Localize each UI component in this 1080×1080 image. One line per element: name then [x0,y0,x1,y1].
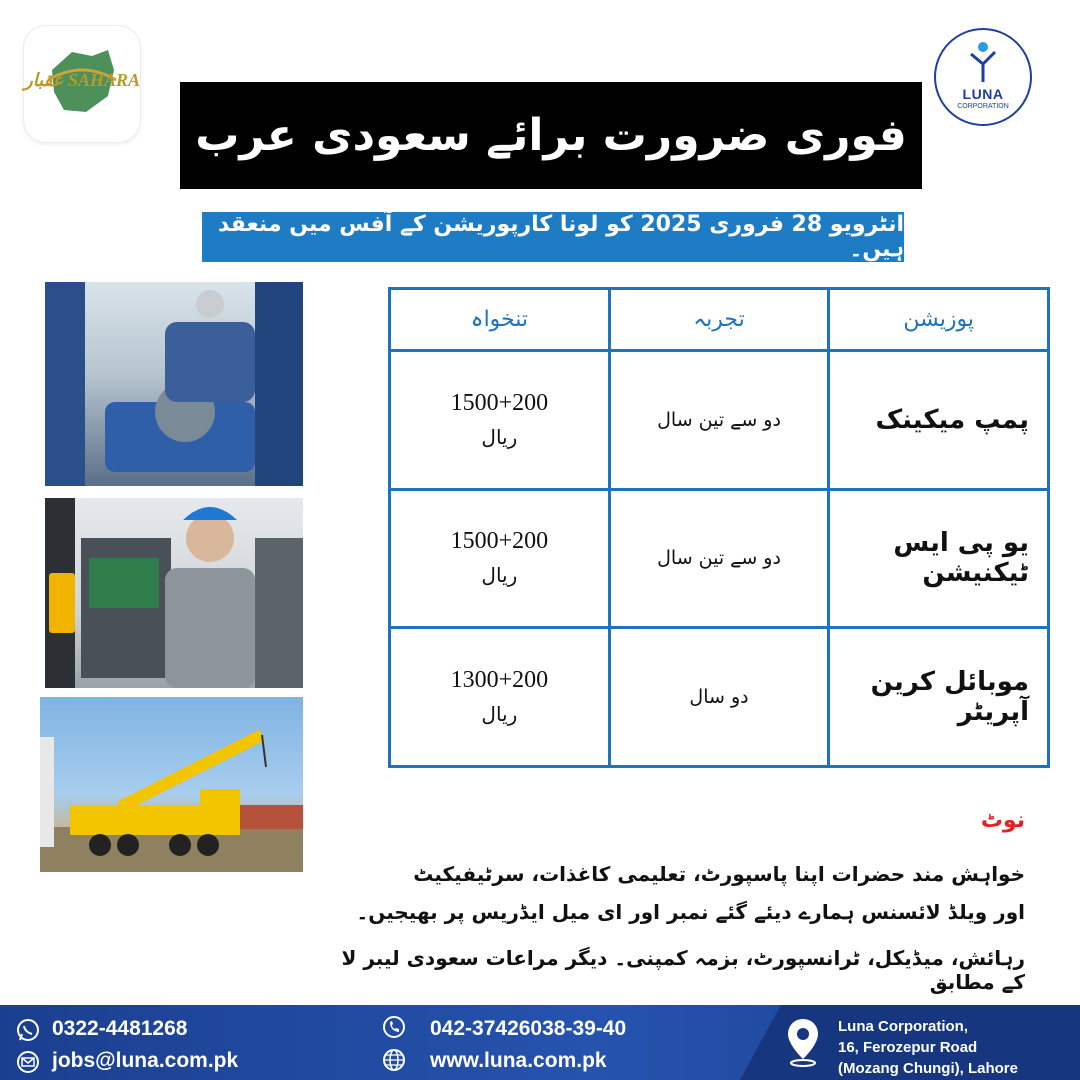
header-salary: تنخواہ [390,289,610,351]
note-line: اور ویلڈ لائسنس ہمارے دیئے گئے نمبر اور ای میل ایڈریس پر بھیجیں۔ [356,900,1025,924]
table-row [390,489,1049,628]
footer [0,1005,1080,1080]
note-title: نوٹ [980,808,1025,833]
sahara-logo [24,26,140,142]
luna-logo-sub: CORPORATION [957,103,1009,110]
experience-cell: دو سے تین سال [609,351,829,490]
salary-amount: 1500+200 [450,389,549,416]
note-line: رہائش، میڈیکل، ٹرانسپورٹ، بزمہ کمپنی۔ دیگر مراعات سعودی لیبر لا کے مطابق [341,946,1025,994]
header-experience: تجربہ [609,289,829,351]
note-line: خواہش مند حضرات اپنا پاسپورٹ، تعلیمی کاغذات، سرٹیفیکیٹ [413,862,1025,886]
luna-logo-name: LUNA [962,86,1004,102]
salary-currency: ریال [481,424,518,449]
globe-icon [382,1048,406,1072]
sahara-logo-text: عقبار SAHARA [24,70,141,90]
person-icon [969,40,997,84]
phone-link[interactable]: 0322-4481268 [52,1017,188,1040]
position-cell: یو پی ایس ٹیکنیشن [829,489,1049,628]
address-line: (Mozang Chungi), Lahore [838,1060,1018,1077]
salary-cell [390,351,610,490]
salary-cell [390,628,610,767]
salary-cell [390,489,610,628]
table-row [390,628,1049,767]
location-pin-icon [786,1017,820,1067]
table-header-row [390,289,1049,351]
address-line: 16, Ferozepur Road [838,1039,978,1056]
ups-technician-photo [45,498,303,688]
header-position: پوزیشن [829,289,1049,351]
salary-amount: 1500+200 [450,528,549,555]
experience-cell: دو سے تین سال [609,489,829,628]
website-link[interactable]: www.luna.com.pk [430,1049,607,1072]
whatsapp-icon [16,1018,40,1042]
experience-cell: دو سال [609,628,829,767]
interview-banner: انٹرویو 28 فروری 2025 کو لونا کارپوریشن کے آفس میں منعقد ہیں۔ [202,212,904,262]
email-icon [16,1050,40,1074]
luna-logo [934,28,1032,126]
phone-icon [382,1015,406,1039]
page-title: فوری ضرورت برائے سعودی عرب [180,82,922,189]
salary-currency: ریال [481,563,518,588]
position-cell: پمپ میکینک [829,351,1049,490]
position-cell: موبائل کرین آپریٹر [829,628,1049,767]
pump-mechanic-photo [45,282,303,486]
jobs-table [388,287,1050,768]
table-row [390,351,1049,490]
email-link[interactable]: jobs@luna.com.pk [52,1049,239,1072]
mobile-crane-photo [40,697,303,872]
salary-currency: ریال [481,702,518,727]
address-line: Luna Corporation, [838,1018,968,1035]
landline-link[interactable]: 042-37426038-39-40 [430,1017,627,1040]
salary-amount: 1300+200 [450,667,549,694]
